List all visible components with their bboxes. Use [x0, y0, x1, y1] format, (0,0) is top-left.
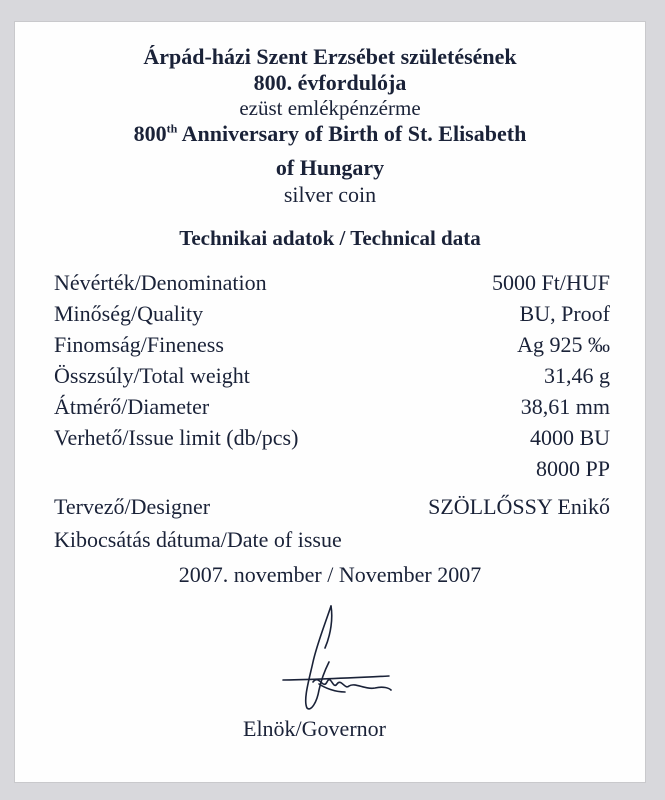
governor-signature [279, 604, 399, 714]
title-hungarian-line1: Árpád-házi Szent Erzsébet születésének [143, 44, 517, 69]
title-english-number: 800 [133, 121, 167, 146]
spec-row-issue-limit [14, 425, 646, 453]
spec-value: Ag 925 ‰ [517, 332, 610, 357]
subtitle-hungarian: ezüst emlékpénzérme [239, 96, 421, 120]
subtitle-english: silver coin [283, 182, 377, 207]
spec-row-issue-limit-proof [14, 456, 646, 484]
certificate-card [14, 21, 646, 783]
title-english-ordinal: th [166, 121, 178, 136]
spec-value: 31,46 g [544, 363, 610, 388]
section-title: Technikai adatok / Technical data [179, 226, 481, 250]
spec-label: Verhető/Issue limit (db/pcs) [54, 425, 299, 450]
spec-label: Minőség/Quality [54, 301, 204, 326]
spec-label: Névérték/Denomination [54, 270, 267, 295]
spec-value: 4000 BU [529, 425, 610, 450]
spec-value: 8000 PP [536, 456, 610, 481]
title-english-text: Anniversary of Birth of St. Elisabeth [177, 121, 527, 146]
spec-row-date-of-issue [14, 527, 646, 555]
spec-label: Átmérő/Diameter [54, 394, 210, 419]
spec-value: SZÖLLŐSSY Enikő [428, 494, 610, 519]
spec-row-quality [14, 301, 646, 329]
spec-row-designer [14, 494, 646, 522]
signature-caption: Elnök/Governor [243, 716, 386, 741]
spec-value: 5000 Ft/HUF [492, 270, 610, 295]
title-hungarian-line2: 800. évfordulója [253, 70, 407, 95]
spec-value: 38,61 mm [520, 394, 610, 419]
spec-row-denomination [14, 270, 646, 298]
spec-value: BU, Proof [519, 301, 610, 326]
spec-label: Összsúly/Total weight [54, 363, 250, 388]
spec-row-total-weight [14, 363, 646, 391]
spec-row-fineness [14, 332, 646, 360]
title-english-line2: of Hungary [275, 155, 385, 180]
spec-label: Finomság/Fineness [54, 332, 224, 357]
issue-date: 2007. november / November 2007 [178, 562, 482, 587]
title-english-line1 [14, 121, 646, 147]
spec-row-diameter [14, 394, 646, 422]
spec-label: Tervező/Designer [54, 494, 211, 519]
spec-label: Kibocsátás dátuma/Date of issue [54, 527, 342, 552]
